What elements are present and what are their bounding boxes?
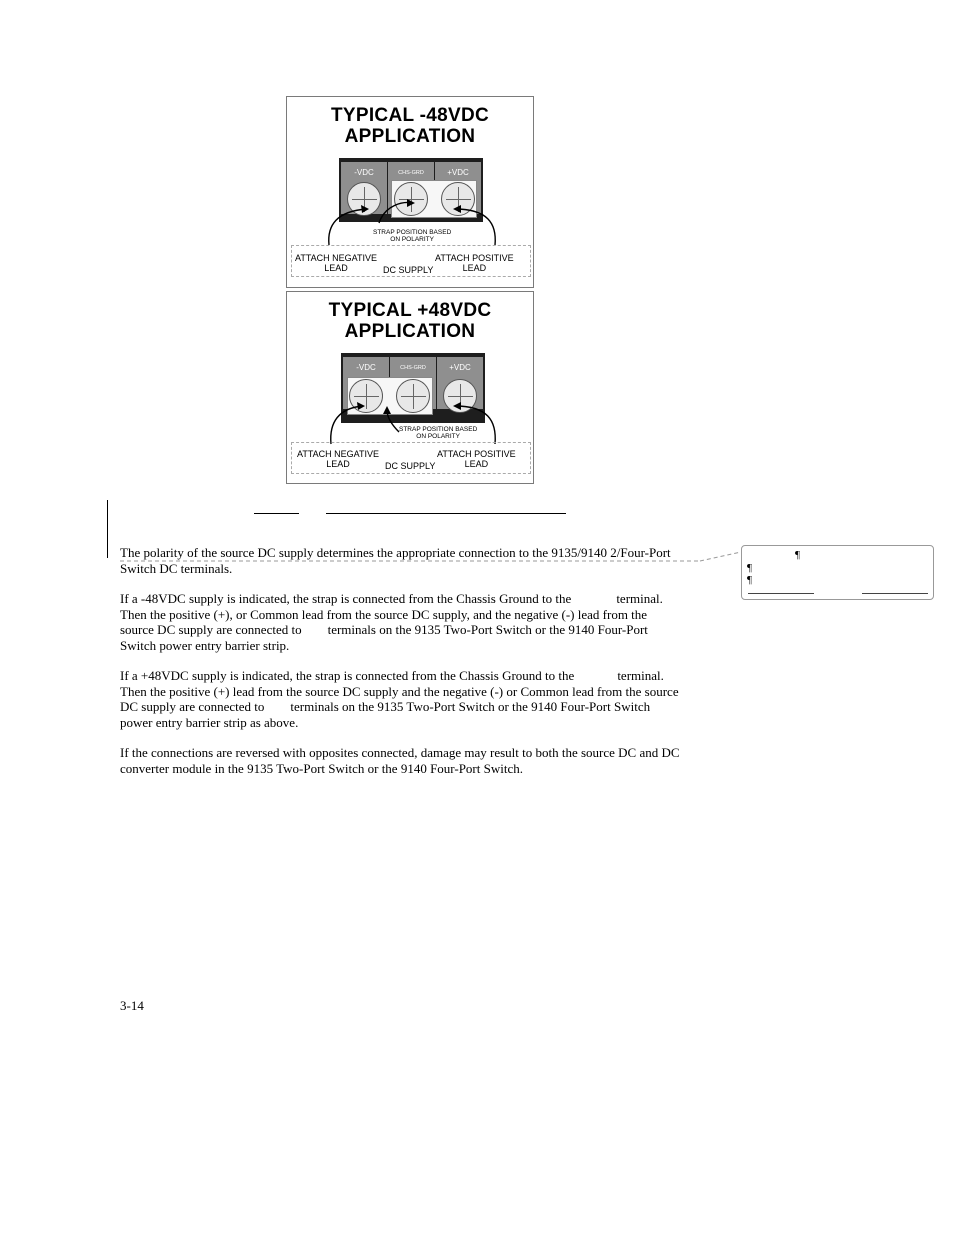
attach-negative-line2: LEAD (326, 459, 350, 469)
dc-supply-label: DC SUPPLY (383, 265, 434, 275)
strap-label-line1: STRAP POSITION BASED (399, 426, 478, 433)
text-line: converter module in the 9135 Two-Port Switch or the 9140 Four-Port Switch. (120, 760, 523, 776)
strap-label-line2: ON POLARITY (390, 236, 434, 243)
text-line: If the connections are reversed with opposites connected, damage may result to both the source DC and DC (120, 745, 680, 760)
dc-supply-label: DC SUPPLY (385, 461, 436, 471)
comment-connector (0, 0, 954, 600)
text-line (120, 591, 700, 607)
text-fragment: DC supply are connected to (120, 699, 265, 714)
terminal-label: CHS-GRD (400, 365, 426, 371)
terminal-label: +VDC (447, 168, 469, 177)
text-line: power entry barrier strip as above. (120, 714, 299, 730)
text-line: Then the positive (+), or Common lead from the source DC supply, and the negative (-) lead from the (120, 606, 648, 622)
comment-underline-left (748, 593, 814, 594)
text-fragment: If a +48VDC supply is indicated, the strap is connected from the Chassis Ground to the (120, 668, 575, 683)
paragraph-reversed-warning (120, 745, 700, 776)
pilcrow-mark: ¶ (747, 562, 752, 574)
comment-balloon[interactable] (741, 545, 934, 600)
text-line (120, 622, 700, 638)
terminal-label: CHS-GRD (398, 170, 424, 176)
strap-label-line1: STRAP POSITION BASED (373, 229, 452, 236)
text-fragment: terminal. (616, 591, 663, 606)
text-fragment: terminals on the 9135 Two-Port Switch or the 9140 Four-Port (327, 622, 648, 637)
attach-negative-line1: ATTACH NEGATIVE (295, 253, 378, 263)
attach-positive-line2: LEAD (464, 459, 489, 469)
text-line (120, 699, 700, 715)
text-line: Switch power entry barrier strip. (120, 637, 290, 653)
text-fragment: terminal. (617, 668, 664, 683)
paragraph-polarity (120, 545, 700, 576)
page-number: 3-14 (120, 998, 144, 1013)
text-line (120, 668, 700, 684)
attach-positive-line2: LEAD (462, 263, 487, 273)
panel-title-line2: APPLICATION (344, 321, 476, 342)
panel-title-line2: APPLICATION (344, 126, 476, 147)
text-line: Then the positive (+) lead from the source DC supply and the negative (-) or Common lead from the source (120, 683, 679, 699)
text-line: Switch DC terminals. (120, 560, 233, 576)
attach-negative-line2: LEAD (324, 263, 348, 273)
text-fragment: If a -48VDC supply is indicated, the strap is connected from the Chassis Ground to the (120, 591, 572, 606)
strap-label-line2: ON POLARITY (416, 433, 460, 440)
text-fragment: terminals on the 9135 Two-Port Switch or the 9140 Four-Port Switch (290, 699, 651, 714)
terminal-label: -VDC (356, 363, 376, 372)
panel-title-line1: TYPICAL -48VDC (331, 105, 489, 126)
pilcrow-mark: ¶ (795, 549, 800, 561)
attach-negative-line1: ATTACH NEGATIVE (297, 449, 380, 459)
comment-underline-right (862, 593, 928, 594)
pilcrow-mark: ¶ (747, 574, 752, 586)
attach-positive-line1: ATTACH POSITIVE (435, 253, 514, 263)
terminal-label: +VDC (449, 363, 471, 372)
paragraph-positive-supply (120, 668, 700, 730)
text-fragment: source DC supply are connected to (120, 622, 302, 637)
terminal-label: -VDC (354, 168, 374, 177)
text-line: The polarity of the source DC supply determines the appropriate connection to the 9135/9140 2/Four-Port (120, 545, 671, 560)
attach-positive-line1: ATTACH POSITIVE (437, 449, 516, 459)
panel-title-line1: TYPICAL +48VDC (328, 300, 492, 321)
paragraph-negative-supply (120, 591, 700, 653)
